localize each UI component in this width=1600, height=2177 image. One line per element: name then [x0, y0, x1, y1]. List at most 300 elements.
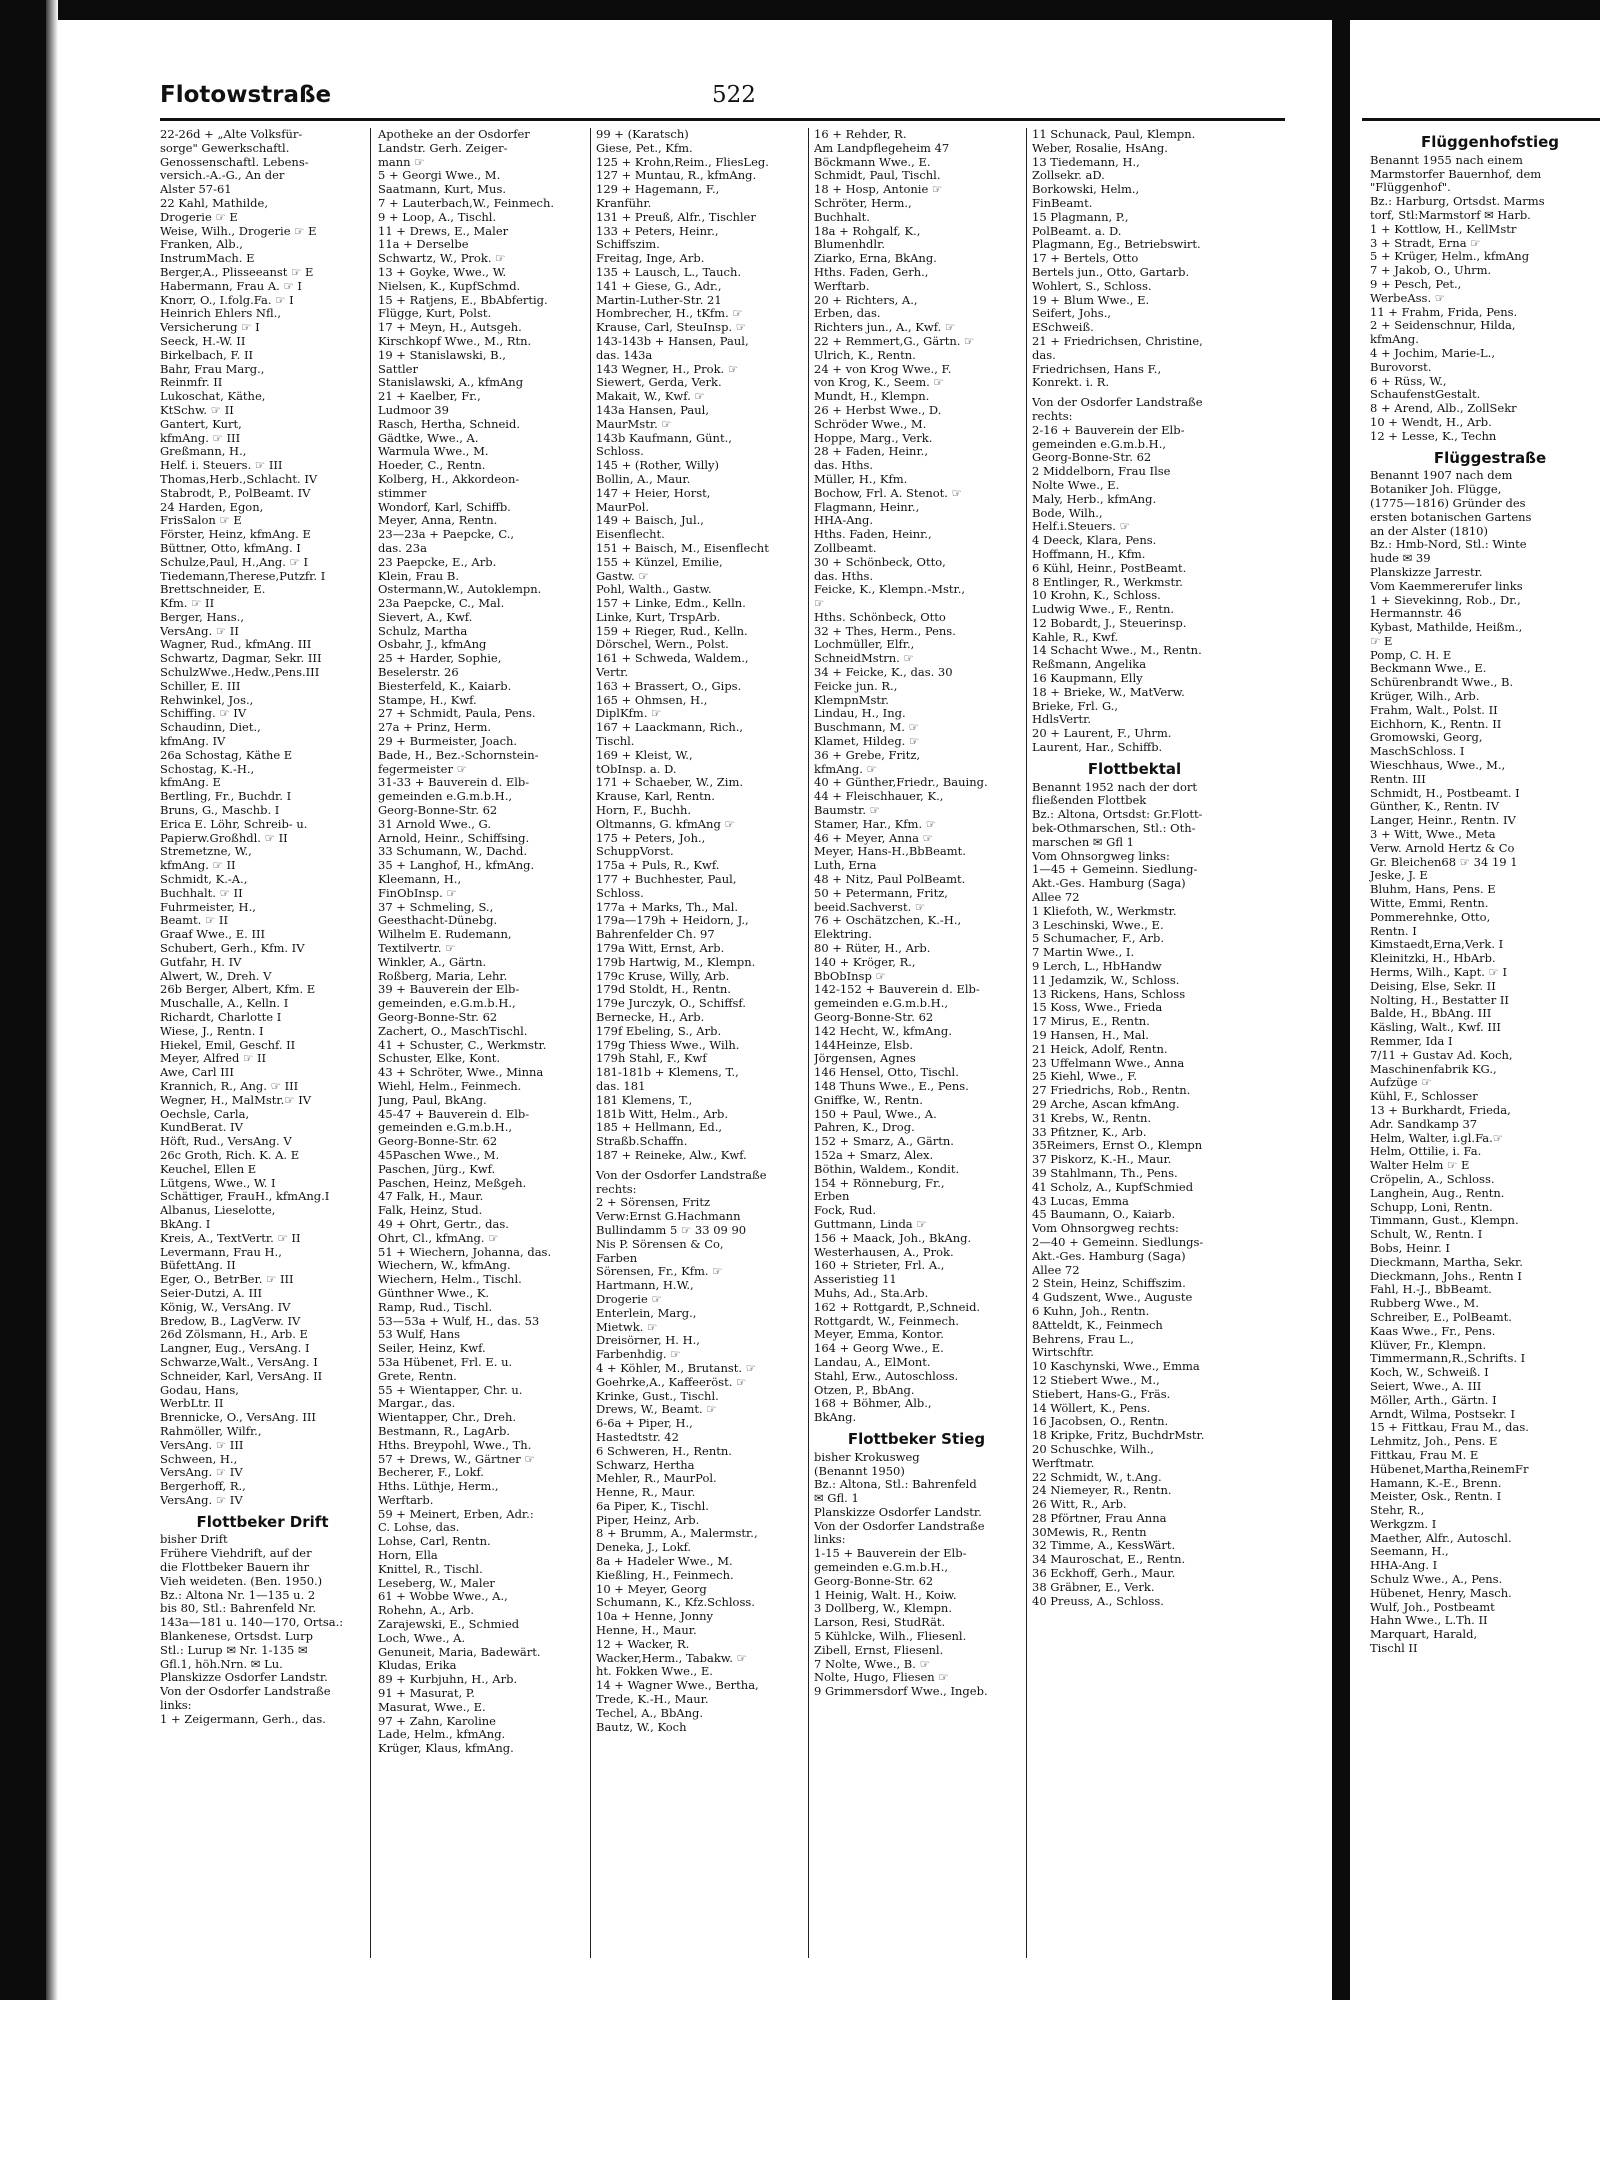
directory-entry-line: 36 + Grebe, Fritz,: [814, 748, 921, 762]
directory-entry-line: 1-15 + Bauverein der Elb-: [814, 1547, 967, 1561]
directory-entry-line: 53 Wulf, Hans: [378, 1328, 461, 1342]
directory-entry-line: Knittel, R., Tischl.: [378, 1562, 483, 1576]
directory-entry-line: 23 Paepcke, E., Arb.: [378, 555, 497, 569]
directory-entry-line: ht. Fokken Wwe., E.: [596, 1665, 713, 1679]
directory-entry-line: Landstr. Gerh. Zeiger-: [378, 141, 508, 155]
directory-entry-line: 4 Deeck, Klara, Pens.: [1032, 534, 1157, 548]
directory-entry-line: Schiffszim.: [596, 238, 660, 252]
directory-entry-line: 125 + Krohn,Reim., FliesLeg.: [596, 155, 769, 169]
directory-entry-line: Bz.: Hmb-Nord, Stl.: Winte: [1370, 537, 1527, 552]
directory-entry-line: 1 + Sievekinng, Rob., Dr.,: [1370, 592, 1521, 607]
directory-entry-line: Stabrodt, P., PolBeamt. IV: [160, 486, 311, 500]
directory-entry-line: 22 + Remmert,G., Gärtn. ☞: [814, 334, 975, 348]
directory-entry-line: 89 + Kurbjuhn, H., Arb.: [378, 1673, 518, 1687]
directory-entry-line: 23—23a + Paepcke, C.,: [378, 528, 515, 542]
directory-entry-line: 179b Hartwig, M., Klempn.: [596, 955, 756, 969]
directory-entry-line: Knorr, O., I.folg.Fa. ☞ I: [160, 293, 294, 307]
directory-entry-line: 8 + Brumm, A., Malermstr.,: [596, 1527, 758, 1541]
directory-entry-line: 181b Witt, Helm., Arb.: [596, 1107, 729, 1121]
directory-entry-line: Lütgens, Wwe., W. I: [160, 1176, 276, 1190]
directory-entry-line: 61 + Wobbe Wwe., A.,: [378, 1590, 508, 1604]
directory-entry-line: 16 Kaupmann, Elly: [1032, 672, 1143, 686]
directory-entry-line: Zibell, Ernst, Fliesenl.: [814, 1643, 944, 1657]
directory-entry-line: 179a—179h + Heidorn, J.,: [596, 914, 749, 928]
directory-entry-line: Benannt 1955 nach einem: [1370, 152, 1523, 167]
directory-entry-line: 30Mewis, R., Rentn: [1032, 1525, 1147, 1539]
directory-entry-line: 151 + Baisch, M., Eisenflecht: [596, 541, 769, 555]
directory-entry-line: 7 Martin Wwe., I.: [1032, 946, 1135, 960]
directory-entry-line: Hths. Faden, Gerh.,: [814, 265, 929, 279]
directory-entry-line: Muhs, Ad., Sta.Arb.: [814, 1286, 929, 1300]
directory-entry-line: 179h Stahl, F., Kwf: [596, 1052, 707, 1066]
directory-entry-line: Hoppe, Marg., Verk.: [814, 431, 933, 445]
directory-entry-line: Höft, Rud., VersAng. V: [160, 1135, 292, 1149]
directory-entry-line: Schupp, Loni, Rentn.: [1370, 1199, 1493, 1214]
directory-entry-line: Seifert, Johs.,: [1032, 307, 1112, 321]
directory-entry-line: Bz.: Altona, Ortsdst: Gr.Flott-: [1032, 808, 1203, 822]
directory-entry-line: 11 + Drews, E., Maler: [378, 224, 509, 238]
directory-entry-line: Konrekt. i. R.: [1032, 376, 1110, 390]
directory-entry-line: Blumenhdlr.: [814, 238, 885, 252]
directory-entry-line: Fuhrmeister, H.,: [160, 900, 256, 914]
directory-entry-line: Kleinitzki, H., HbArb.: [1370, 951, 1496, 966]
directory-entry-line: Wirtschftr.: [1032, 1346, 1094, 1360]
directory-entry-line: 26 Witt, R., Arb.: [1032, 1498, 1127, 1512]
directory-entry-line: Hübenet, Henry, Masch.: [1370, 1585, 1512, 1600]
directory-entry-line: das.: [1032, 348, 1056, 362]
directory-entry-line: Witte, Emmi, Rentn.: [1370, 896, 1489, 911]
directory-entry-line: Bochow, Frl. A. Stenot. ☞: [814, 486, 962, 500]
directory-entry-line: Langer, Heinr., Rentn. IV: [1370, 813, 1516, 828]
directory-entry-line: Vom Ohnsorgweg links:: [1032, 849, 1170, 863]
directory-entry-line: Möller, Arth., Gärtn. I: [1370, 1392, 1497, 1407]
directory-entry-line: Frahm, Walt., Polst. II: [1370, 702, 1498, 717]
directory-entry-line: Seemann, H.,: [1370, 1544, 1449, 1559]
directory-entry-line: Hths. Breypohl, Wwe., Th.: [378, 1438, 532, 1452]
directory-entry-line: BbObInsp ☞: [814, 969, 886, 983]
directory-entry-line: 41 Scholz, A., KupfSchmied: [1032, 1180, 1194, 1194]
directory-entry-line: Vom Kaemmererufer links: [1370, 578, 1523, 593]
directory-entry-line: 161 + Schweda, Waldem.,: [596, 652, 749, 666]
directory-entry-line: 20 Schuschke, Wilh.,: [1032, 1442, 1154, 1456]
directory-entry-line: tObInsp. a. D.: [596, 762, 677, 776]
directory-entry-line: (1775—1816) Gründer des: [1370, 495, 1526, 510]
directory-entry-line: 29 + Burmeister, Joach.: [378, 735, 518, 749]
directory-entry-line: 19 + Blum Wwe., E.: [1032, 293, 1150, 307]
directory-entry-line: Giese, Pet., Kfm.: [596, 141, 693, 155]
directory-entry-line: Rahmöller, Wilfr.,: [160, 1424, 262, 1438]
directory-entry-line: C. Lohse, das.: [378, 1521, 460, 1535]
directory-entry-line: Horn, Ella: [378, 1549, 438, 1563]
directory-entry-line: Beselerstr. 26: [378, 666, 459, 680]
directory-entry-line: Paschen, Jürg., Kwf.: [378, 1162, 496, 1176]
directory-entry-line: Förster, Heinz, kfmAng. E: [160, 528, 311, 542]
scan-left-shadow: [46, 0, 58, 2000]
directory-entry-line: 15 Koss, Wwe., Frieda: [1032, 1001, 1163, 1015]
directory-entry-line: 24 + von Krog Wwe., F.: [814, 362, 952, 376]
directory-entry-line: 140 + Kröger, R.,: [814, 955, 916, 969]
directory-entry-line: Gantert, Kurt,: [160, 417, 242, 431]
directory-entry-line: Georg-Bonne-Str. 62: [378, 1135, 498, 1149]
directory-entry-line: Lochmüller, Elfr.,: [814, 638, 915, 652]
directory-entry-line: Kfm. ☞ II: [160, 597, 215, 611]
directory-entry-line: 2 + Seidenschnur, Hilda,: [1370, 318, 1516, 333]
directory-entry-line: BkAng. I: [160, 1217, 211, 1231]
directory-entry-line: 34 Mauroschat, E., Rentn.: [1032, 1553, 1186, 1567]
column-divider: [590, 128, 591, 1958]
directory-entry-line: Fahl, H.-J., BbBeamt.: [1370, 1282, 1492, 1297]
directory-entry-line: 11a + Derselbe: [378, 238, 469, 252]
directory-entry-line: Kolberg, H., Akkordeon-: [378, 472, 520, 486]
street-heading: Flottbektal: [1087, 759, 1182, 778]
directory-entry-line: 24 Niemeyer, R., Rentn.: [1032, 1484, 1172, 1498]
directory-entry-line: Makait, W., Kwf. ☞: [596, 390, 705, 404]
directory-entry-line: 21 + Friedrichsen, Christine,: [1032, 334, 1203, 348]
directory-entry-line: Kimstaedt,Erna,Verk. I: [1370, 937, 1504, 952]
directory-entry-line: 142 Hecht, W., kfmAng.: [814, 1024, 952, 1038]
directory-entry-line: Lohse, Carl, Rentn.: [378, 1535, 491, 1549]
directory-entry-line: Bertling, Fr., Buchdr. I: [160, 790, 292, 804]
directory-entry-line: Schloss.: [596, 445, 644, 459]
directory-entry-line: 15 + Ratjens, E., BbAbfertig.: [378, 293, 548, 307]
street-heading: Flüggestraße: [1433, 448, 1547, 467]
directory-entry-line: Zollbeamt.: [814, 541, 877, 555]
directory-entry-line: Henne, R., Maur.: [596, 1486, 696, 1500]
directory-entry-line: Flügge, Kurt, Polst.: [378, 307, 492, 321]
directory-entry-line: Becherer, F., Lokf.: [378, 1466, 484, 1480]
directory-entry-line: Bode, Wilh.,: [1032, 506, 1103, 520]
directory-entry-line: Marmstorfer Bauernhof, dem: [1370, 166, 1542, 181]
directory-entry-line: kfmAng.: [1370, 332, 1419, 347]
directory-entry-line: Schmidt, H., Postbeamt. I: [1370, 785, 1520, 800]
column-4: [814, 128, 1019, 1968]
directory-entry-line: 9 + Loop, A., Tischl.: [378, 210, 497, 224]
directory-entry-line: Akt.-Ges. Hamburg (Saga): [1032, 1249, 1186, 1263]
directory-entry-line: Von der Osdorfer Landstraße: [814, 1519, 985, 1533]
directory-entry-line: Hamann, K.-E., Brenn.: [1370, 1475, 1502, 1490]
directory-entry-line: Dörschel, Wern., Polst.: [596, 638, 729, 652]
directory-entry-line: 20 + Richters, A.,: [814, 293, 918, 307]
directory-entry-line: 3 Dollberg, W., Klempn.: [814, 1602, 952, 1616]
directory-entry-line: gemeinden, e.G.m.b.H.,: [378, 997, 516, 1011]
directory-entry-line: Beamt. ☞ II: [160, 914, 229, 928]
directory-entry-line: Böthin, Waldem., Kondit.: [814, 1162, 960, 1176]
directory-entry-line: 127 + Muntau, R., kfmAng.: [596, 169, 757, 183]
directory-entry-line: Martin-Luther-Str. 21: [596, 293, 722, 307]
directory-entry-line: Schiffing. ☞ IV: [160, 707, 247, 721]
directory-entry-line: 177a + Marks, Th., Mal.: [596, 900, 739, 914]
directory-entry-line: 175 + Peters, Joh.,: [596, 831, 706, 845]
directory-entry-line: 40 Preuss, A., Schloss.: [1032, 1594, 1164, 1608]
directory-entry-line: Seier-Dutzi, A. III: [160, 1286, 263, 1300]
directory-entry-line: Nolting, H., Bestatter II: [1370, 992, 1509, 1007]
directory-entry-line: Reinmfr. II: [160, 376, 223, 390]
directory-entry-line: 159 + Rieger, Rud., Kelln.: [596, 624, 748, 638]
directory-entry-line: Farben: [596, 1251, 638, 1265]
directory-entry-line: 168 + Böhmer, Alb.,: [814, 1397, 932, 1411]
directory-entry-line: hude ✉ 39: [1370, 551, 1431, 566]
directory-entry-line: MaschSchloss. I: [1370, 744, 1465, 759]
directory-entry-line: Von der Osdorfer Landstraße: [160, 1685, 331, 1699]
directory-entry-line: Richters jun., A., Kwf. ☞: [814, 321, 956, 335]
directory-entry-line: 10 Kaschynski, Wwe., Emma: [1032, 1360, 1200, 1374]
directory-entry-line: 156 + Maack, Joh., BkAng.: [814, 1231, 972, 1245]
directory-entry-line: 10 Krohn, K., Schloss.: [1032, 589, 1161, 603]
directory-entry-line: Bertels jun., Otto, Gartarb.: [1032, 265, 1190, 279]
directory-entry-line: Schmidt, Paul, Tischl.: [814, 169, 941, 183]
directory-entry-line: 179e Jurczyk, O., Schiffsf.: [596, 997, 746, 1011]
directory-entry-line: 8 Entlinger, R., Werkmstr.: [1032, 575, 1183, 589]
directory-entry-line: Habermann, Frau A. ☞ I: [160, 279, 302, 293]
directory-entry-line: Schwarz, Hertha: [596, 1458, 695, 1472]
directory-entry-line: Aufzüge ☞: [1370, 1075, 1432, 1090]
directory-entry-line: 32 + Thes, Herm., Pens.: [814, 624, 956, 638]
directory-entry-line: Tischl.: [596, 735, 635, 749]
directory-entry-line: Adr. Sandkamp 37: [1370, 1116, 1478, 1131]
directory-entry-line: Schürenbrandt Wwe., B.: [1370, 675, 1514, 690]
directory-entry-line: 26 + Herbst Wwe., D.: [814, 403, 942, 417]
directory-entry-line: Maether, Alfr., Autoschl.: [1370, 1530, 1512, 1545]
directory-entry-line: Timmann, Gust., Klempn.: [1370, 1213, 1519, 1228]
directory-entry-line: 146 Hensel, Otto, Tischl.: [814, 1066, 959, 1080]
directory-entry-line: 39 Stahlmann, Th., Pens.: [1032, 1166, 1178, 1180]
directory-entry-line: Stanislawski, A., kfmAng: [378, 376, 524, 390]
directory-entry-line: Trede, K.-H., Maur.: [596, 1693, 709, 1707]
directory-entry-line: 2 Stein, Heinz, Schiffszim.: [1032, 1277, 1186, 1291]
directory-entry-line: Georg-Bonne-Str. 62: [814, 1574, 934, 1588]
directory-entry-line: Eger, O., BetrBer. ☞ III: [160, 1273, 294, 1287]
directory-entry-line: Winkler, A., Gärtn.: [378, 955, 487, 969]
directory-entry-line: Wagner, Rud., kfmAng. III: [160, 638, 312, 652]
directory-entry-line: 33 Schumann, W., Dachd.: [378, 845, 528, 859]
directory-entry-line: Bestmann, R., LagArb.: [378, 1424, 510, 1438]
directory-entry-line: Gromowski, Georg,: [1370, 730, 1483, 745]
directory-entry-line: 13 Tiedemann, H.,: [1032, 155, 1140, 169]
directory-entry-line: 20 + Laurent, F., Uhrm.: [1032, 727, 1172, 741]
directory-entry-line: Rohehn, A., Arb.: [378, 1604, 475, 1618]
directory-entry-line: das. 23a: [378, 541, 427, 555]
directory-entry-line: 45 Baumann, O., Kaiarb.: [1032, 1208, 1176, 1222]
directory-entry-line: kfmAng. IV: [160, 735, 226, 749]
directory-entry-line: 1 + Kottlow, H., KellMstr: [1370, 221, 1517, 236]
directory-entry-line: Zachert, O., MaschTischl.: [378, 1024, 528, 1038]
directory-entry-line: FinObInsp. ☞: [378, 886, 457, 900]
directory-entry-line: 152 + Smarz, A., Gärtn.: [814, 1135, 954, 1149]
directory-entry-line: Drogerie ☞: [596, 1292, 662, 1306]
directory-entry-line: Schwarze,Walt., VersAng. I: [160, 1355, 318, 1369]
directory-page: [160, 20, 1330, 1995]
directory-entry-line: 47 Falk, H., Maur.: [378, 1190, 484, 1204]
directory-entry-line: Allee 72: [1032, 1263, 1080, 1277]
directory-entry-line: Georg-Bonne-Str. 62: [378, 1011, 498, 1024]
directory-entry-line: Helm, Walter, i.gl.Fa.☞: [1370, 1130, 1504, 1145]
directory-entry-line: Hoffmann, H., Kfm.: [1032, 547, 1146, 561]
directory-entry-line: 1—45 + Gemeinn. Siedlung-: [1032, 863, 1198, 877]
directory-entry-line: Farbenhdig. ☞: [596, 1348, 681, 1362]
directory-entry-line: Rubberg Wwe., M.: [1370, 1296, 1479, 1311]
directory-entry-line: Bz.: Harburg, Ortsdst. Marms: [1370, 194, 1545, 209]
directory-entry-line: Friedrichsen, Hans F.,: [1032, 362, 1162, 376]
directory-entry-line: 31-33 + Bauverein d. Elb-: [378, 776, 530, 790]
directory-entry-line: Schwartz, Dagmar, Sekr. III: [160, 652, 322, 666]
directory-entry-line: Vom Ohnsorgweg rechts:: [1032, 1222, 1179, 1236]
directory-entry-line: Schwartz, W., Prok. ☞: [378, 252, 506, 266]
directory-entry-line: Laurent, Har., Schiffb.: [1032, 741, 1163, 755]
directory-entry-line: 24 Harden, Egon,: [160, 500, 264, 514]
directory-entry-line: Dieckmann, Johs., Rentn I: [1370, 1268, 1522, 1283]
directory-entry-line: Bz.: Altona Nr. 1—135 u. 2: [160, 1588, 316, 1602]
directory-entry-line: 3 + Stradt, Erna ☞: [1370, 235, 1481, 250]
directory-entry-line: 11 Jedamzik, W., Schloss.: [1032, 973, 1180, 987]
directory-entry-line: HHA-Ang. I: [1370, 1558, 1438, 1573]
directory-entry-line: Pommerehnke, Otto,: [1370, 909, 1491, 924]
directory-entry-line: Drogerie ☞ E: [160, 210, 238, 224]
directory-entry-line: 7/11 + Gustav Ad. Koch,: [1370, 1047, 1513, 1062]
directory-entry-line: Klamet, Hildeg. ☞: [814, 735, 920, 749]
directory-entry-line: 147 + Heier, Horst,: [596, 486, 711, 500]
directory-entry-line: die Flottbeker Bauern ihr: [160, 1561, 310, 1575]
directory-entry-line: Klüver, Fr., Klempn.: [1370, 1337, 1487, 1352]
directory-entry-line: Nolte, Hugo, Fliesen ☞: [814, 1671, 949, 1685]
directory-entry-line: 163 + Brassert, O., Gips.: [596, 679, 742, 693]
directory-entry-line: 131 + Preuß, Alfr., Tischler: [596, 210, 756, 224]
directory-entry-line: Schaudinn, Diet.,: [160, 721, 261, 735]
directory-entry-line: 9 Lerch, L., HbHandw: [1032, 960, 1162, 974]
directory-entry-line: Papierw.Großhdl. ☞ II: [160, 831, 288, 845]
directory-entry-line: Gfl.1, höh.Nrn. ✉ Lu.: [160, 1657, 283, 1671]
directory-entry-line: Hiekel, Emil, Geschf. II: [160, 1038, 296, 1052]
directory-entry-line: SchaufenstGestalt.: [1370, 387, 1481, 402]
directory-entry-line: Maschinenfabrik KG.,: [1370, 1061, 1497, 1076]
directory-entry-line: 76 + Oschätzchen, K.-H.,: [814, 914, 962, 928]
directory-entry-line: 97 + Zahn, Karoline: [378, 1714, 496, 1728]
directory-entry-line: 6 + Rüss, W.,: [1370, 373, 1447, 388]
directory-entry-line: König, W., VersAng. IV: [160, 1300, 291, 1314]
directory-entry-line: 12 Stiebert Wwe., M.,: [1032, 1373, 1160, 1387]
directory-entry-line: Techel, A., BbAng.: [596, 1706, 704, 1720]
directory-entry-line: 2 Middelborn, Frau Ilse: [1032, 465, 1171, 479]
directory-entry-line: Von der Osdorfer Landstraße: [1032, 396, 1203, 410]
directory-entry-line: 36 Eckhoff, Gerh., Maur.: [1032, 1567, 1176, 1581]
directory-entry-line: Jörgensen, Agnes: [814, 1052, 916, 1066]
directory-entry-line: Berger, Hans.,: [160, 610, 244, 624]
directory-entry-line: links:: [160, 1699, 192, 1713]
directory-entry-line: Ulrich, K., Rentn.: [814, 348, 916, 362]
directory-entry-line: Hombrecher, H., tKfm. ☞: [596, 307, 743, 321]
directory-entry-line: 150 + Paul, Wwe., A.: [814, 1107, 937, 1121]
directory-entry-line: 15 + Fittkau, Frau M., das.: [1370, 1420, 1529, 1435]
directory-entry-line: an der Alster (1810): [1370, 523, 1488, 538]
directory-entry-line: 13 + Goyke, Wwe., W.: [378, 265, 507, 279]
directory-entry-line: Günthner Wwe., K.: [378, 1286, 490, 1300]
directory-entry-line: Levermann, Frau H.,: [160, 1245, 282, 1259]
directory-entry-line: Hths. Lüthje, Herm.,: [378, 1480, 499, 1494]
directory-entry-line: Hübenet,Martha,ReinemFr: [1370, 1461, 1529, 1476]
page-header: [160, 82, 1285, 122]
directory-entry-line: 181-181b + Klemens, T.,: [596, 1066, 739, 1080]
directory-entry-line: Mehler, R., MaurPol.: [596, 1472, 717, 1486]
directory-entry-line: Hoeder, C., Rentn.: [378, 459, 486, 473]
directory-entry-line: Tiedemann,Therese,Putzfr. I: [160, 569, 326, 583]
directory-entry-line: Jeske, J. E: [1370, 868, 1428, 883]
directory-entry-line: Helm, Ottilie, i. Fa.: [1370, 1144, 1482, 1159]
directory-entry-line: 10 + Wendt, H., Arb.: [1370, 414, 1492, 429]
directory-entry-line: 21 + Kaelber, Fr.,: [378, 390, 481, 404]
directory-entry-line: 21 Heick, Adolf, Rentn.: [1032, 1042, 1168, 1056]
directory-entry-line: Schostag, K.-H.,: [160, 762, 255, 776]
directory-entry-line: Genossenschaftl. Lebens-: [160, 155, 309, 169]
directory-entry-line: Oltmanns, G. kfmAng ☞: [596, 817, 735, 831]
scan-left-edge: [0, 0, 46, 2000]
directory-entry-line: Georg-Bonne-Str. 62: [1032, 451, 1152, 465]
directory-entry-line: Blankenese, Ortsdst. Lurp: [160, 1630, 313, 1644]
directory-entry-line: Seeck, H.-W. II: [160, 334, 246, 348]
directory-entry-line: Rentn. III: [1370, 771, 1426, 786]
directory-entry-line: VersAng. ☞ II: [160, 624, 239, 638]
directory-entry-line: Langhein, Aug., Rentn.: [1370, 1185, 1505, 1200]
directory-entry-line: Hths. Faden, Heinr.,: [814, 528, 932, 542]
directory-entry-line: das. Hths.: [814, 459, 874, 473]
directory-entry-line: 157 + Linke, Edm., Kelln.: [596, 597, 746, 611]
directory-entry-line: ☞ E: [1370, 633, 1393, 648]
directory-entry-line: Vieh weideten. (Ben. 1950.): [160, 1574, 323, 1588]
directory-entry-line: MaurMstr. ☞: [596, 417, 672, 431]
directory-entry-line: stimmer: [378, 486, 427, 500]
directory-entry-line: Günther, K., Rentn. IV: [1370, 799, 1499, 814]
directory-entry-line: Krannich, R., Ang. ☞ III: [160, 1079, 299, 1093]
directory-entry-line: Paschen, Heinz, Meßgeh.: [378, 1176, 527, 1190]
directory-entry-line: torf, Stl:Marmstorf ✉ Harb.: [1370, 207, 1531, 222]
column-1: [160, 128, 365, 1968]
directory-entry-line: bisher Krokusweg: [814, 1450, 920, 1464]
directory-entry-line: Seiler, Heinz, Kwf.: [378, 1342, 486, 1356]
header-rule: [160, 118, 1285, 121]
directory-entry-line: Ramp, Rud., Tischl.: [378, 1300, 493, 1314]
directory-entry-line: 46 + Meyer, Anna ☞: [814, 831, 933, 845]
directory-entry-line: 9 Grimmersdorf Wwe., Ingeb.: [814, 1685, 988, 1699]
directory-entry-line: Werftmatr.: [1032, 1456, 1095, 1470]
directory-entry-line: Fock, Rud.: [814, 1204, 877, 1218]
directory-entry-line: 179c Kruse, Willy, Arb.: [596, 969, 730, 983]
directory-entry-line: Kreis, A., TextVertr. ☞ II: [160, 1231, 301, 1245]
directory-entry-line: Alwert, W., Dreh. V: [160, 969, 272, 983]
directory-entry-line: Roßberg, Maria, Lehr.: [378, 969, 508, 983]
directory-entry-line: Brieke, Frl. G.,: [1032, 699, 1119, 713]
directory-entry-line: Dreisörner, H. H.,: [596, 1334, 700, 1348]
directory-entry-line: 135 + Lausch, L., Tauch.: [596, 265, 742, 279]
directory-entry-line: Wegner, H., MalMstr.☞ IV: [160, 1093, 312, 1107]
directory-entry-line: 145 + (Rother, Willy): [596, 459, 719, 473]
directory-entry-line: 35 + Langhof, H., kfmAng.: [378, 859, 535, 873]
header-street: Flotowstraße: [160, 82, 332, 108]
directory-entry-line: Wacker,Herm., Tabakw. ☞: [596, 1651, 747, 1665]
directory-entry-line: Böckmann Wwe., E.: [814, 155, 931, 169]
directory-entry-line: 16 + Rehder, R.: [814, 128, 907, 141]
directory-entry-line: 152a + Smarz, Alex.: [814, 1148, 934, 1162]
directory-entry-line: 154 + Rönneburg, Fr.,: [814, 1176, 945, 1190]
directory-entry-line: Gr. Bleichen68 ☞ 34 19 1: [1370, 854, 1518, 869]
directory-entry-line: 80 + Rüter, H., Arb.: [814, 942, 931, 956]
directory-entry-line: Piper, Heinz, Arb.: [596, 1513, 700, 1527]
directory-entry-line: Schättiger, FrauH., kfmAng.I: [160, 1190, 330, 1204]
directory-entry-line: Akt.-Ges. Hamburg (Saga): [1032, 877, 1186, 891]
directory-entry-line: Schubert, Gerh., Kfm. IV: [160, 942, 305, 956]
directory-entry-line: 179g Thiess Wwe., Wilh.: [596, 1038, 740, 1052]
directory-entry-line: Gädtke, Wwe., A.: [378, 431, 479, 445]
directory-entry-line: 29 Arche, Ascan kfmAng.: [1032, 1097, 1180, 1111]
directory-entry-line: 187 + Reineke, Alw., Kwf.: [596, 1148, 747, 1162]
directory-entry-line: WerbeAss. ☞: [1370, 290, 1446, 305]
